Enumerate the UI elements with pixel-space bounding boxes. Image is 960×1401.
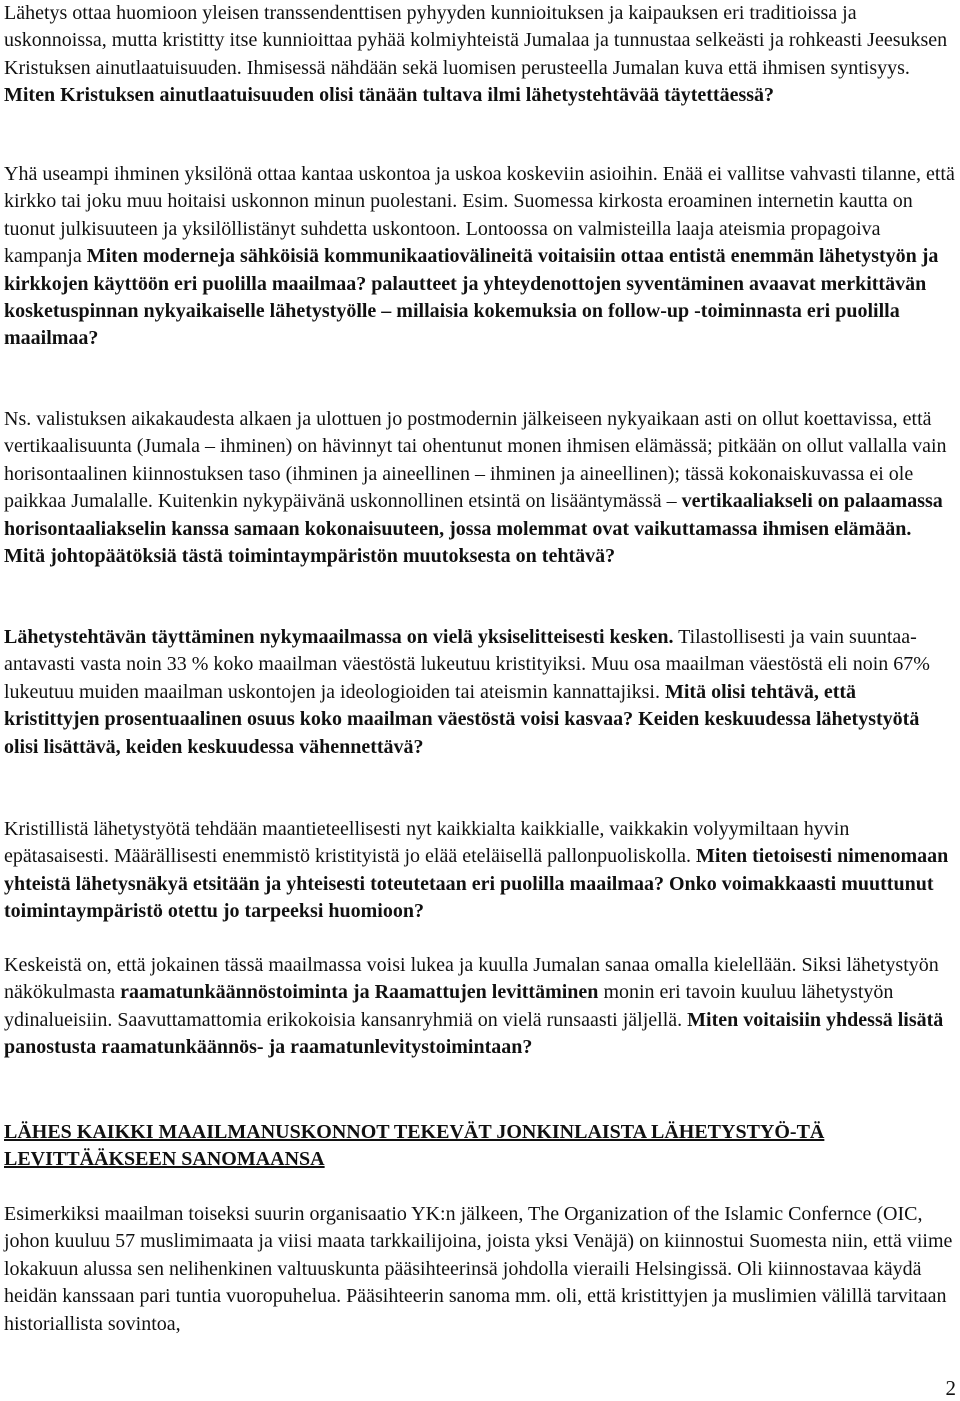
paragraph-individual-religion (4, 161, 956, 353)
page-number: 2 (945, 1376, 956, 1400)
section-heading: LÄHES KAIKKI MAAILMANUSKONNOT TEKEVÄT JONKINLAISTA LÄHETYSTYÖ-TÄ LEVITTÄÄKSEEN SANOMAANSA (4, 1121, 825, 1171)
bold-text-run: Miten moderneja sähköisiä kommunikaatiovälineitä voitaisiin ottaa entistä enemmän lähetystyön ja kirkkojen käyttöön eri puolilla maailmaa? palautteet ja yhteydenottojen syventäminen avaavat merkittävän kosketuspinnan nykyaikaiselle lähetystyölle – millaisia kokemuksia on follow-up -toiminnasta eri puolilla maailmaa? (4, 245, 939, 350)
text-run: Yhä useampi ihminen yksilönä ottaa kantaa uskontoa ja uskoa koskeviin asioihin. Enää ei vallitse vahvasti tilanne, että kirkko tai joku muu hoitaisi uskonnon minun puolestani. Esim. Suomessa kirkosta eroaminen internetin kautta on tuonut julkisuuteen ja yksilöllistänyt suhdetta uskontoon. Lontoossa on valmisteilla laaja ateismia propagoiva kampanja (4, 163, 955, 268)
text-run: monin eri tavoin kuuluu lähetystyön ydinalueisiin. Saavuttamattomia erikokoisia kansanryhmiä on vielä runsaasti jäljellä. (4, 981, 894, 1031)
bold-text-run: vertikaaliakseli on palaamassa horisontaaliakselin kanssa samaan kokonaisuuteen, jossa molemmat ovat vaikuttamassa ihmisen elämään. Mitä johtopäätöksiä tästä toimintaympäristön muutoksesta on tehtävä? (4, 490, 943, 568)
text-run: Tilastollisesti ja vain suuntaa-antavasti vasta noin 33 % koko maailman väestöstä lukeutuu kristityiksi. Muu osa maailman väestöstä eli noin 67% lukeutuu muiden maailman uskontojen ja ideologioiden tai ateismin kannattajiksi. (4, 626, 930, 703)
text-run: Lähetys ottaa huomioon yleisen transsendenttisen pyhyyden kunnioituksen ja kaipauksen eri traditioissa ja uskonnoissa, mutta kristitty itse kunnioittaa pyhää kolmiyhteistä Jumalaa ja tunnustaa selkeästi ja rohkeasti Jeesuksen Kristuksen ainutlaatuisuuden. Ihmisessä nähdään sekä luomisen perusteella Jumalan kuva että ihmisen syntisyys. (4, 2, 948, 79)
bold-text-run: Mitä olisi tehtävä, että kristittyjen prosentuaalinen osuus koko maailman väestöstä voisi kasvaa? Keiden keskuudessa lähetystyötä olisi lisättävä, keiden keskuudessa vähennettävä? (4, 680, 920, 758)
paragraph-bible-translation (4, 952, 956, 1062)
text-run: Ns. valistuksen aikakaudesta alkaen ja ulottuen jo postmodernin jälkeiseen nykyaikaan asti on ollut koettavissa, että vertikaalisuunta (Jumala – ihminen) on hävinnyt tai ohentunut monen ihmisen elämässä; pitkään on ollut vallalla vain horisontaalinen kiinnostuksen taso (ihminen ja aineellinen – ihminen ja aineellinen); tässä kokonaiskuvassa ei ole paikkaa Jumalalle. Kuitenkin nykypäivänä uskonnollinen etsintä on lisääntymässä – (4, 408, 947, 513)
bold-text-run: Lähetystehtävän täyttäminen nykymaailmassa on vielä yksiselitteisesti kesken. (4, 626, 674, 648)
bold-text-run: Miten Kristuksen ainutlaatuisuuden olisi tänään tultava ilmi lähetystehtävää täytettäessä? (4, 84, 775, 107)
paragraph-global-mission (4, 816, 956, 926)
paragraph-mission-incomplete (4, 624, 956, 761)
paragraph-mission-uniqueness (4, 0, 956, 110)
bold-text-run: raamatunkäännöstoiminta ja Raamattujen levittäminen (120, 981, 599, 1004)
paragraph-oic: Esimerkiksi maailman toiseksi suurin organisaatio YK:n jälkeen, The Organization of the Islamic Confernce (OIC, johon kuuluu 57 muslimimaata ja viisi maata tarkkailijoina, joista yksi Venäjä) on kiinnostui Suomesta niin, että viime lokakuun alussa sen nelihenkinen valtuuskunta pääsihteerinsä johdolla vieraili Helsingissä. Oli kiinnostavaa käydä heidän kanssaan pari tuntia vuoropuhelua. Pääsihteerin sanoma mm. oli, että kristittyjen ja muslimien välillä tarvitaan historiallista sovintoa, (4, 1203, 953, 1335)
bold-text-run: Miten tietoisesti nimenomaan yhteistä lähetysnäkyä etsitään ja yhteisesti toteutetaan eri puolilla maailmaa? Onko voimakkaasti muuttunut toimintaympäristö otettu jo tarpeeksi huomioon? (4, 845, 949, 923)
paragraph-vertical-axis (4, 406, 956, 570)
text-run: Keskeistä on, että jokainen tässä maailmassa voisi lukea ja kuulla Jumalan sanaa omalla kielellään. Siksi lähetystyön näkökulmasta (4, 954, 939, 1004)
bold-text-run: Miten voitaisiin yhdessä lisätä panostusta raamatunkäännös- ja raamatunlevitystoimintaan? (4, 1008, 944, 1059)
text-run: Kristillistä lähetystyötä tehdään maantieteellisesti nyt kaikkialta kaikkialle, vaikkakin volyymiltaan hyvin epätasaisesti. Määrällisesti enemmistö kristityistä jo elää eteläisellä pallonpuoliskolla. (4, 818, 850, 868)
